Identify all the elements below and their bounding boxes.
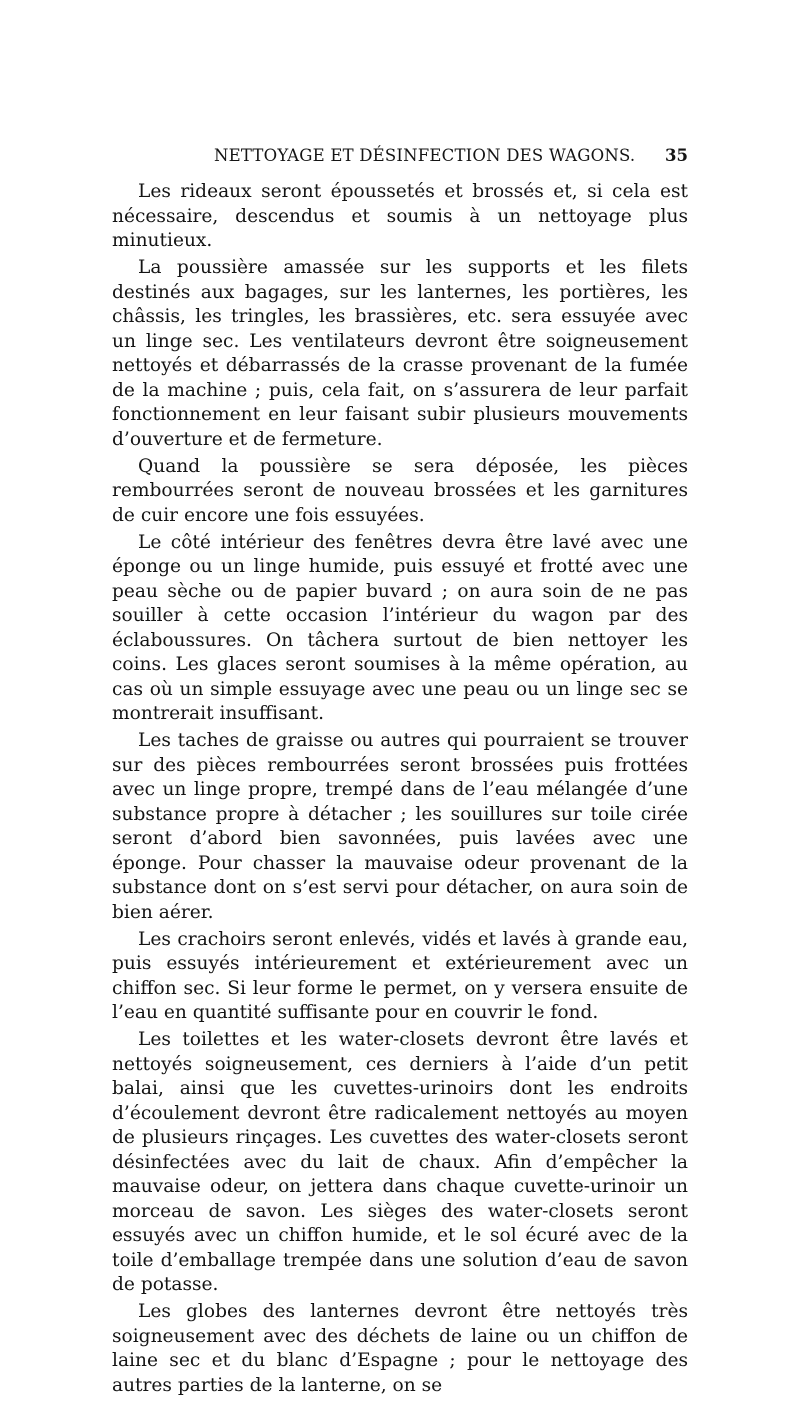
paragraph-stains: Les taches de graisse ou autres qui pourraient se trouver sur des pièces rembourrées seront brossées puis frottées avec un linge propre, trempé dans de l’eau mélangée d’une substance propre à détacher ; les souillures sur toile cirée seront d’abord bien savonnées, puis lavées avec une éponge. Pour chasser la mauvaise odeur provenant de la substance dont on s’est servi pour détacher, on aura soin de bien aérer. bbox=[112, 730, 688, 923]
paragraph-toilets: Les toilettes et les water-closets devront être lavés et nettoyés soigneusement, ces derniers à l’aide d’un petit balai, ainsi que les cuvettes-urinoirs dont les endroits d’écoulement devront être radicalement nettoyés au moyen de plusieurs rinçages. Les cuvettes des water-closets seront désinfectées avec du lait de chaux. Afin d’empêcher la mauvaise odeur, on jettera dans chaque cuvette-urinoir un morceau de savon. Les sièges des water-closets seront essuyés avec un chiffon humide, et le sol écuré avec de la toile d’emballage trempée dans une solution d’eau de savon de potasse. bbox=[112, 1029, 688, 1295]
paragraph-spittoons: Les crachoirs seront enlevés, vidés et lavés à grande eau, puis essuyés intérieurement et extérieurement avec un chiffon sec. Si leur forme le permet, on y versera ensuite de l’eau en quantité suffisante pour en couvrir le fond. bbox=[112, 928, 688, 1023]
body-text bbox=[112, 180, 688, 1401]
paragraph-windows: Le côté intérieur des fenêtres devra être lavé avec une éponge ou un linge humide, puis essuyé et frotté avec une peau sèche ou de papier buvard ; on aura soin de ne pas souiller à cette occasion l’intérieur du wagon par des éclaboussures. On tâchera surtout de bien nettoyer les coins. Les glaces seront soumises à la même opération, au cas où un simple essuyage avec une peau ou un linge sec se montrerait insuffisant. bbox=[112, 531, 688, 724]
paragraph-curtains: Les rideaux seront époussetés et brossés et, si cela est nécessaire, descendus et soumis à un nettoyage plus minutieux. bbox=[112, 181, 688, 251]
paragraph-lanterns: Les globes des lanternes devront être nettoyés très soigneusement avec des déchets de laine ou un chiffon de laine sec et du blanc d’Espagne ; pour le nettoyage des autres parties de la lanterne, on se bbox=[112, 1301, 688, 1396]
running-head bbox=[112, 146, 688, 170]
page-number: 35 bbox=[665, 146, 688, 165]
running-title: NETTOYAGE ET DÉSINFECTION DES WAGONS. bbox=[214, 146, 636, 165]
paragraph-upholstery: Quand la poussière se sera déposée, les pièces rembourrées seront de nouveau brossées et les garnitures de cuir encore une fois essuyées. bbox=[112, 455, 688, 526]
paragraph-dust-and-ventilators: La poussière amassée sur les supports et les filets destinés aux bagages, sur les lanternes, les portières, les châssis, les tringles, les brassières, etc. sera essuyée avec un linge sec. Les ventilateurs devront être soigneusement nettoyés et débarrassés de la crasse provenant de la fumée de la machine ; puis, cela fait, on s’assurera de leur parfait fonctionnement en leur faisant subir plusieurs mouvements d’ouverture et de fermeture. bbox=[112, 257, 688, 450]
